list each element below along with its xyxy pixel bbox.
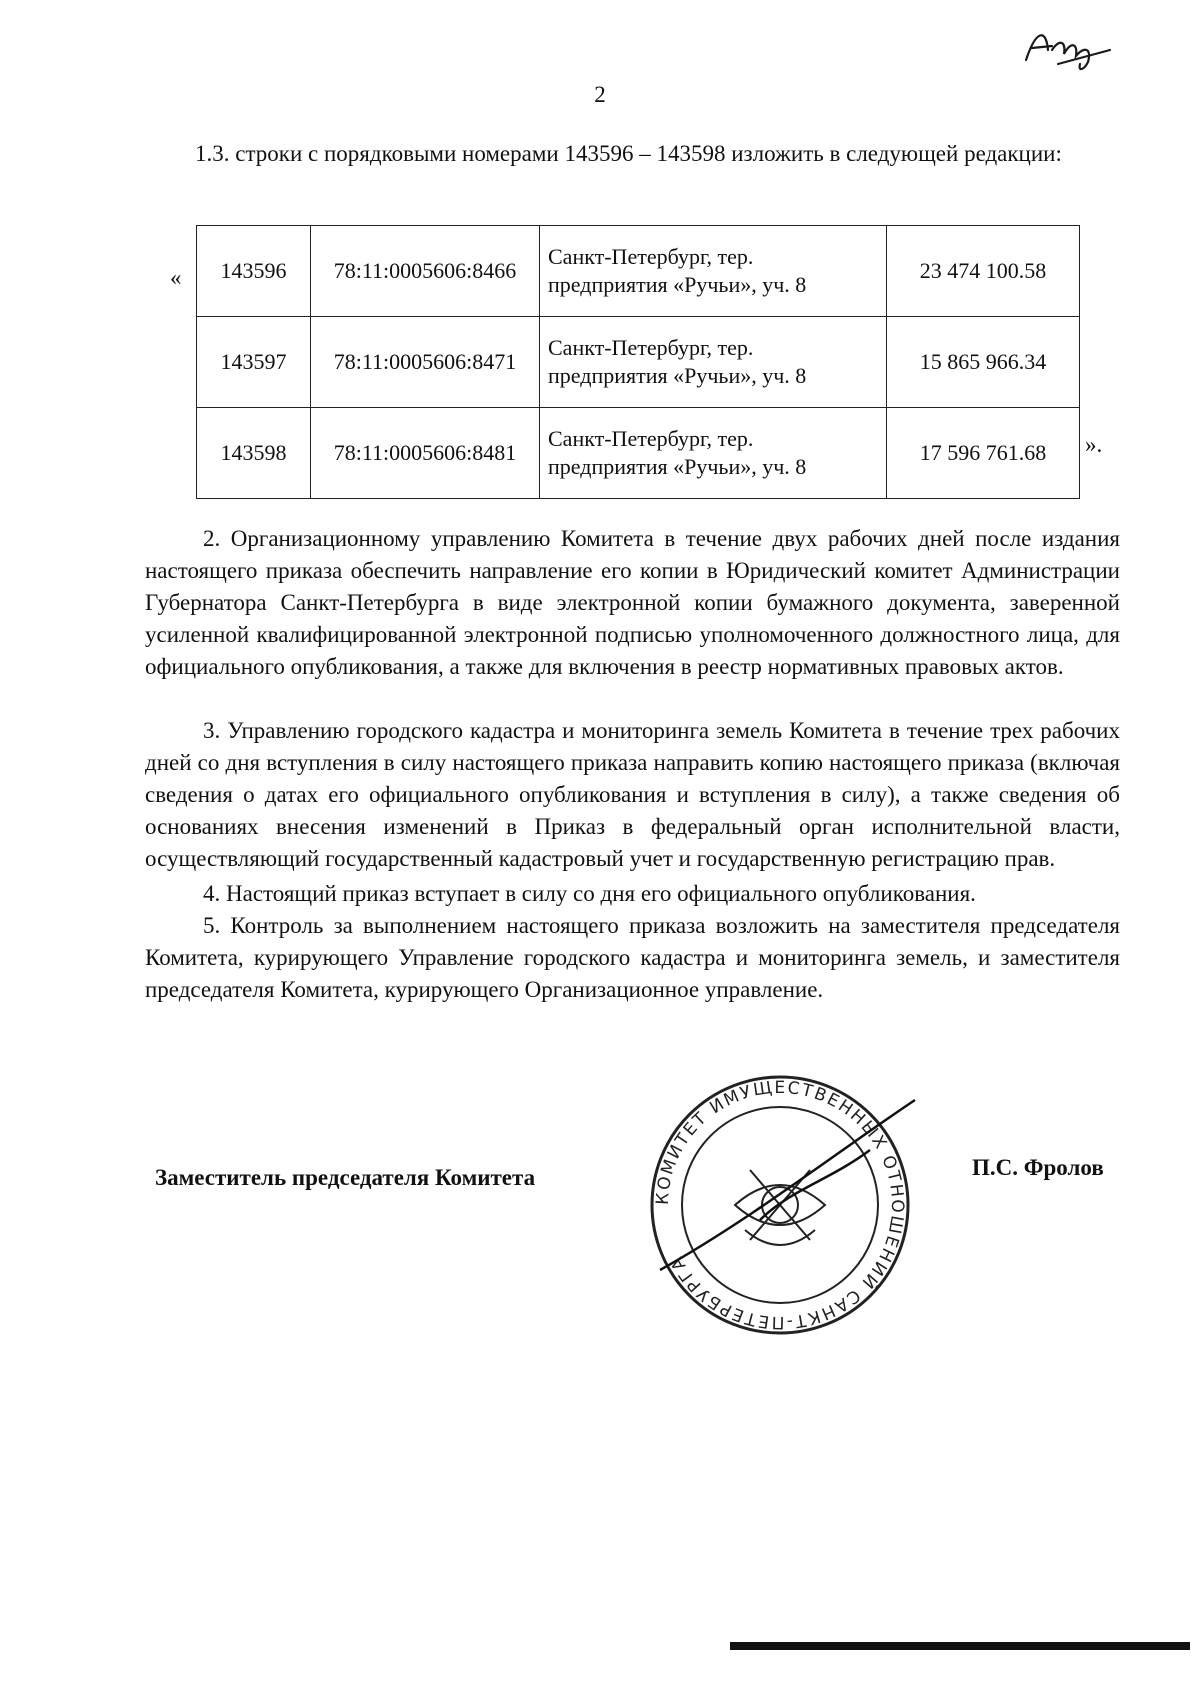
item-5-paragraph: 5. Контроль за выполнением настоящего приказа возложить на заместителя председателя Комитета, курирующего Управление городского кадастра и мониторинга земель, и заместителя председателя Комитета, курирующего Организационное управление. <box>145 913 1120 1002</box>
item-4-paragraph: 4. Настоящий приказ вступает в силу со дня его официального опубликования. <box>203 881 976 906</box>
table-row <box>197 226 1080 317</box>
table-row <box>197 317 1080 408</box>
item-3-paragraph: 3. Управлению городского кадастра и мониторинга земель Комитета в течение трех рабочих дней со дня вступления в силу настоящего приказа направить копию настоящего приказа (включая сведения о датах его официального опубликования и вступления в силу), а также сведения об основаниях внесения изменений в Приказ в федеральный орган исполнительной власти, осуществляющий государственный кадастровый учет и государственную регистрацию прав. <box>145 718 1120 871</box>
page-number: 2 <box>594 82 606 107</box>
cadastral-value: 15 865 966.34 <box>887 317 1080 408</box>
item-2-paragraph: 2. Организационному управлению Комитета в течение двух рабочих дней после издания настоящего приказа обеспечить направление его копии в Юридический комитет Администрации Губернатора Санкт-Петербурга в виде электронной копии бумажного документа, заверенной усиленной квалифицированной электронной подписью уполномоченного должностного лица, для официального опубликования, а также для включения в реестр нормативных правовых актов. <box>145 526 1120 679</box>
official-seal <box>640 1070 920 1340</box>
cadastral-number: 78:11:0005606:8481 <box>311 408 540 499</box>
closing-quote: ». <box>1085 432 1103 457</box>
signatory-title: Заместитель председателя Комитета <box>155 1165 536 1190</box>
cadastral-value: 23 474 100.58 <box>887 226 1080 317</box>
row-number: 143598 <box>197 408 311 499</box>
row-number: 143596 <box>197 226 311 317</box>
handwritten-initials <box>1018 20 1118 80</box>
opening-quote: « <box>170 265 182 290</box>
cadastral-value: 17 596 761.68 <box>887 408 1080 499</box>
row-number: 143597 <box>197 317 311 408</box>
address-cell: Санкт-Петербург, тер. предприятия «Ручьи», уч. 8 <box>540 226 887 317</box>
address-cell: Санкт-Петербург, тер. предприятия «Ручьи», уч. 8 <box>540 408 887 499</box>
item-1-3-paragraph: 1.3. строки с порядковыми номерами 143596 – 143598 изложить в следующей редакции: <box>195 141 1062 166</box>
table-row <box>197 408 1080 499</box>
signatory-name: П.С. Фролов <box>972 1155 1104 1180</box>
scan-edge-bar <box>730 1642 1190 1650</box>
amended-rows-table <box>196 225 1080 499</box>
address-cell: Санкт-Петербург, тер. предприятия «Ручьи», уч. 8 <box>540 317 887 408</box>
seal-text: КОМИТЕТ ИМУЩЕСТВЕННЫХ ОТНОШЕНИЙ САНКТ-ПЕТЕРБУРГА <box>652 1077 908 1333</box>
cadastral-number: 78:11:0005606:8471 <box>311 317 540 408</box>
cadastral-number: 78:11:0005606:8466 <box>311 226 540 317</box>
